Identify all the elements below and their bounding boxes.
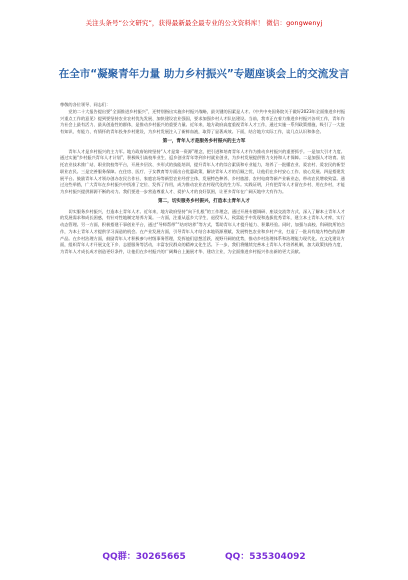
section-1-heading: 第一，青年人才是服务乡村振兴的主力军	[162, 138, 246, 144]
greeting: 尊敬的各位领导、同志们：	[60, 102, 111, 107]
section-2-paragraph: 切实服务乡村振兴，打造本土青年人才。近年来，地方政府坚持“向下扎根”的工作理念，通过开展专题调研、座谈交流等方式，深入了解本土青年人才的发展需求和成长困惑，有针对性地制定培养方案。一方面，注重从返乡大学生、退役军人、致富能手中发现和选拔优秀青年，建立本土青年人才库，实行动态管理。另一方面，积极搭建干事创业平台，通过“导师帮带”“结对培养”等方式，帮助青年人才提升能力、积累经验。同时，加强与高校、科研院所的合作，为本土青年人才提供学习深造的机会。在产业发展方面，引导青年人才结合本地资源禀赋，发展特色农业和乡村产业，打造了一批具有地方特色的品牌产品。在乡村治理方面，鼓励青年人才积极参与村级事务管理，发挥他们思想活跃、视野开阔的优势，推动乡村治理体系和治理能力现代化。在文化建设方面，组织青年人才开展文化下乡、志愿服务等活动，丰富农民群众的精神文化生活。下一步，我们将继续完善本土青年人才培养机制，加大政策扶持力度，为青年人才成长成才创造更好条件，让他们在乡村振兴的广阔舞台上施展才华、建功立业，为全面推进乡村振兴作出新的更大贡献。	[60, 208, 346, 254]
contact-footer	[0, 549, 408, 562]
document-body	[60, 102, 348, 256]
page-title: 在全市“凝聚青年力量 助力乡村振兴”专题座谈会上的交流发言	[58, 68, 350, 80]
intro-paragraph: 党的二十大报告提出要“全面推进乡村振兴”，还特别指出实施乡村振兴战略，最关键的因素是人才。《中共中央国务院关于做好2023年全面推进乡村振兴重点工作的意见》提到要坚持农业农村优先发展、加快建设农业强国，要求加强乡村人才队伍建设。当前，我市正在着力推进乡村振兴各项工作，青年作为社会上最有活力、最具创造性的群体，是推动乡村振兴的重要力量。近年来，地方政府高度重视青年人才工作，通过实施一系列政策措施，吸引了一大批有知识、有能力、有情怀的青年投身乡村建设，为乡村发展注入了新鲜血液，取得了显著成效。下面，结合地方实际工作，谈几点认识和体会。	[60, 108, 346, 134]
qq-group-label: QQ群：30265665	[102, 552, 186, 562]
section-2-heading: 第二，切实服务乡村振兴，打造本土青年人才	[158, 198, 250, 204]
promo-banner: 关注头条号“公文研究”，获得最新最全最专业的公文资料库！ 微信：gongwenyj	[85, 19, 323, 27]
qq-label: QQ：535304092	[224, 552, 306, 562]
section-1-paragraph: 青年人才是乡村振兴的主力军。地方政府始终坚持“人才是第一资源”理念，把引进和培育青年人才作为推动乡村振兴的重要抓手。一是加大引才力度。通过实施“乡村振兴青年人才计划”，积极吸引高校毕业生、返乡创业青年等到乡村就业创业，为乡村发展提供智力支持和人才保障。二是加强人才培育。依托农业技术推广站、职业院校等平台，开展多层次、多形式的技能培训，提升青年人才的综合素质和专业能力，培养了一批懂农业、爱农村、爱农民的新型职业农民。三是完善服务保障。在住房、医疗、子女教育等方面出台优惠政策，解决青年人才的后顾之忧，让他们在乡村安心工作、放心发展。四是搭建发展平台。鼓励青年人才领办创办农民合作社、家庭农场等新型农业经营主体，发展特色种养、乡村旅游、农村电商等新产业新业态，带动农民增收致富。通过这些举措，广大青年在乡村振兴中找准了定位、发挥了作用，成为推动农业农村现代化的生力军。实践证明，只有把青年人才留在乡村、用在乡村，才能为乡村振兴提供源源不断的动力。我们要进一步营造尊重人才、爱护人才的良好氛围，让更多青年在广阔天地中大有作为。	[60, 148, 345, 194]
